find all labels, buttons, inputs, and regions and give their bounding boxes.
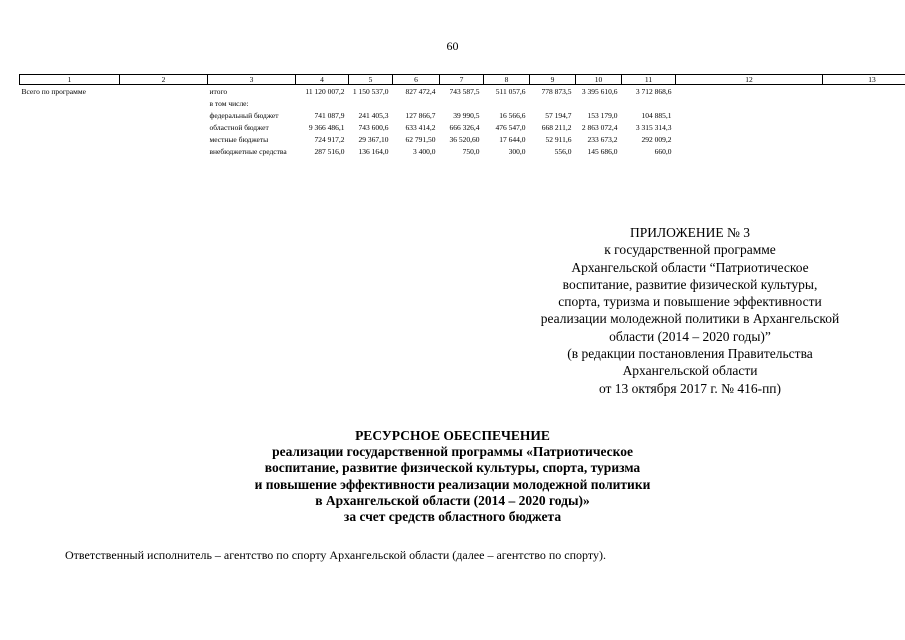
- source-cell: в том числе:: [209, 99, 249, 108]
- value-cell: 287 516,0: [314, 147, 345, 156]
- column-number: 9: [530, 75, 576, 85]
- source-cell: итого: [209, 87, 228, 96]
- value-cell: 62 791,50: [405, 135, 436, 144]
- value-cell: 743 587,5: [449, 87, 480, 96]
- program-cell: [20, 145, 120, 157]
- value-cell: 300,0: [508, 147, 526, 156]
- value-cell: 11 120 007,2: [305, 87, 345, 96]
- program-cell: [20, 97, 120, 109]
- value-cell: 2 863 072,4: [581, 123, 618, 132]
- source-cell: местные бюджеты: [209, 135, 269, 144]
- value-cell: 3 315 314,3: [635, 123, 672, 132]
- value-cell: [440, 97, 484, 109]
- program-cell: [20, 133, 120, 145]
- responsible-executor: Ответственный исполнитель – агентство по спорту Архангельской области (далее – агентство по спорту).: [65, 548, 606, 562]
- source-cell: внебюджетные средства: [209, 147, 287, 156]
- appendix-line: Архангельской области: [622, 363, 758, 379]
- column-number: 4: [296, 75, 349, 85]
- column-number: 2: [120, 75, 208, 85]
- column-number: 8: [484, 75, 530, 85]
- page-number: 60: [446, 39, 459, 53]
- value-cell: 3 395 610,6: [581, 87, 618, 96]
- value-cell: 145 686,0: [587, 147, 618, 156]
- value-cell: 778 873,5: [541, 87, 572, 96]
- program-cell: [20, 109, 120, 121]
- value-cell: 292 009,2: [641, 135, 672, 144]
- value-cell: 9 366 486,1: [308, 123, 345, 132]
- value-cell: 750,0: [462, 147, 480, 156]
- value-cell: 660,0: [654, 147, 672, 156]
- column-number: 1: [20, 75, 120, 85]
- table-row: [20, 121, 905, 133]
- value-cell: 57 194,7: [545, 111, 572, 120]
- value-cell: 668 211,2: [541, 123, 572, 132]
- title-line: РЕСУРСНОЕ ОБЕСПЕЧЕНИЕ: [355, 428, 550, 443]
- appendix-line: ПРИЛОЖЕНИЕ № 3: [629, 225, 751, 240]
- value-cell: 127 866,7: [405, 111, 436, 120]
- value-cell: 476 547,0: [495, 123, 526, 132]
- title-line: и повышение эффективности реализации молодежной политики: [254, 476, 651, 492]
- value-cell: 556,0: [554, 147, 572, 156]
- column-number: 11: [622, 75, 676, 85]
- value-cell: 233 673,2: [587, 135, 618, 144]
- value-cell: 17 644,0: [499, 135, 526, 144]
- table-row: [20, 145, 905, 157]
- value-cell: 36 520,60: [449, 135, 480, 144]
- table-row: [20, 109, 905, 121]
- value-cell: 52 911,6: [545, 135, 572, 144]
- appendix-line: от 13 октября 2017 г. № 416-пп): [598, 380, 782, 396]
- value-cell: 827 472,4: [405, 87, 436, 96]
- appendix-line: воспитание, развитие физической культуры,: [562, 276, 818, 292]
- title-line: воспитание, развитие физической культуры, спорта, туризма: [264, 460, 641, 476]
- appendix-line: Архангельской области “Патриотическое: [571, 259, 809, 275]
- value-cell: [393, 97, 440, 109]
- value-cell: 136 164,0: [358, 147, 389, 156]
- column-number: 10: [576, 75, 622, 85]
- column-number: 5: [349, 75, 393, 85]
- value-cell: [484, 97, 530, 109]
- value-cell: [296, 97, 349, 109]
- column-number: 6: [393, 75, 440, 85]
- value-cell: 3 712 868,6: [635, 87, 672, 96]
- column-number: 13: [823, 75, 905, 85]
- value-cell: [530, 97, 576, 109]
- value-cell: 3 400,0: [413, 147, 436, 156]
- value-cell: 724 917,2: [314, 135, 345, 144]
- column-number: 7: [440, 75, 484, 85]
- budget-rows: [20, 85, 905, 158]
- value-cell: 29 367,10: [358, 135, 389, 144]
- value-cell: 1 150 537,0: [352, 87, 389, 96]
- program-cell: [20, 121, 120, 133]
- program-cell: Всего по программе: [21, 87, 86, 96]
- value-cell: [622, 97, 676, 109]
- column-number-row: [20, 75, 905, 85]
- appendix-header: [505, 224, 875, 397]
- value-cell: 104 885,1: [641, 111, 672, 120]
- value-cell: 153 179,0: [587, 111, 618, 120]
- column-number: 12: [676, 75, 823, 85]
- appendix-line: к государственной программе: [604, 242, 776, 258]
- appendix-line: области (2014 – 2020 годы)”: [609, 328, 771, 344]
- source-cell: областной бюджет: [209, 123, 269, 132]
- value-cell: 16 566,6: [499, 111, 526, 120]
- table-row: [20, 133, 905, 145]
- column-number: 3: [208, 75, 296, 85]
- value-cell: 39 990,5: [453, 111, 480, 120]
- appendix-line: (в редакции постановления Правительства: [567, 346, 813, 362]
- title-line: реализации государственной программы «Патриотическое: [272, 444, 633, 460]
- value-cell: 511 057,6: [495, 87, 526, 96]
- title-line: за счет средств областного бюджета: [343, 509, 562, 525]
- title-line: в Архангельской области (2014 – 2020 годы)»: [315, 492, 590, 508]
- value-cell: 666 326,4: [449, 123, 480, 132]
- value-cell: [576, 97, 622, 109]
- document-title: [0, 428, 905, 525]
- table-row: [20, 85, 905, 98]
- budget-table: [19, 74, 905, 157]
- value-cell: 633 414,2: [405, 123, 436, 132]
- source-cell: федеральный бюджет: [209, 111, 279, 120]
- appendix-line: спорта, туризма и повышение эффективности: [558, 294, 822, 310]
- table-row: [20, 97, 905, 109]
- value-cell: [349, 97, 393, 109]
- value-cell: 241 405,3: [358, 111, 389, 120]
- value-cell: 741 087,9: [314, 111, 345, 120]
- value-cell: 743 600,6: [358, 123, 389, 132]
- appendix-line: реализации молодежной политики в Архангельской: [540, 311, 840, 327]
